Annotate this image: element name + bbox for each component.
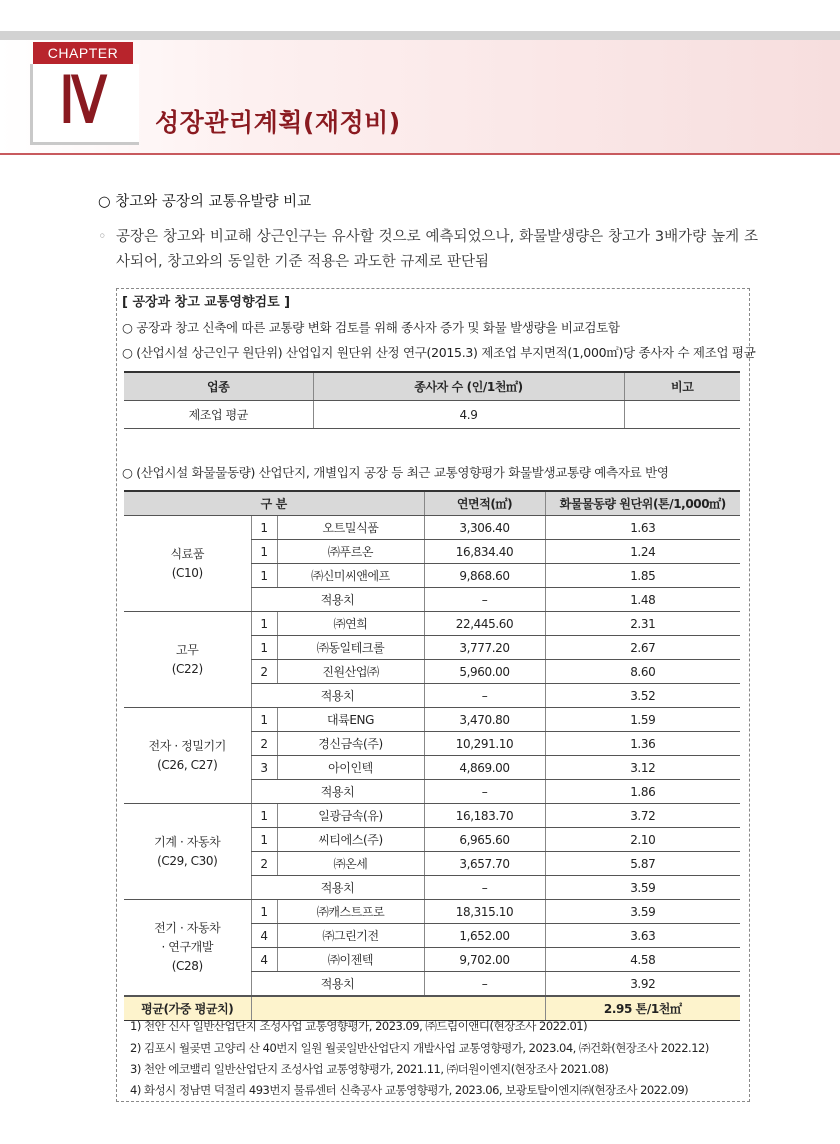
applied-floor-area-cell: – [424,780,545,804]
bullet-mark: ◦ [98,229,107,245]
ref-number-cell: 1 [251,804,277,828]
floor-area-cell: 22,445.60 [424,612,545,636]
company-name-cell: ㈜동일테크롤 [277,636,424,660]
ref-number-cell: 1 [251,900,277,924]
applied-floor-area-cell: – [424,684,545,708]
table1-header-workers: 종사자 수 (인/1천㎡) [313,372,624,401]
group-name-cell [124,900,251,997]
ref-number-cell: 4 [251,924,277,948]
group-name-line: · 연구개발 [161,940,214,954]
table-row [124,804,740,828]
group-name-line: (C29, C30) [157,853,218,868]
average-blank-cell [251,996,545,1021]
ref-number-cell: 2 [251,660,277,684]
freight-unit-cell: 1.36 [545,732,740,756]
table-row [124,900,740,924]
review-line-2: ○ (산업시설 상근인구 원단위) 산업입지 원단위 산정 연구(2015.3) 제조업 부지면적(1,000㎡)당 종사자 수 제조업 평균 [122,345,756,360]
freight-unit-cell: 3.63 [545,924,740,948]
applied-floor-area-cell: – [424,876,545,900]
floor-area-cell: 3,306.40 [424,516,545,540]
freight-unit-cell: 2.31 [545,612,740,636]
group-name-line: 식료품 [170,546,205,561]
group-name-cell [124,804,251,900]
freight-unit-cell: 1.24 [545,540,740,564]
freight-unit-cell: 1.63 [545,516,740,540]
footnote-3: 3) 천안 에코밸리 일반산업단지 조성사업 교통영향평가, 2021.11, ㈜더원이엔지(현장조사 2021.08) [130,1062,609,1076]
review-box-title: [ 공장과 창고 교통영향검토 ] [122,295,291,310]
freight-unit-cell: 1.85 [545,564,740,588]
company-name-cell: ㈜캐스트프로 [277,900,424,924]
company-name-cell: 일광금속(유) [277,804,424,828]
company-name-cell: ㈜연희 [277,612,424,636]
floor-area-cell: 1,652.00 [424,924,545,948]
average-value-cell: 2.95 톤/1천㎡ [545,996,740,1021]
ref-number-cell: 1 [251,564,277,588]
group-name-line: 기계 · 자동차 [154,834,221,849]
applied-value-cell: 1.86 [545,780,740,804]
group-name-line: (C26, C27) [157,757,218,772]
table-row [124,612,740,636]
footnote-4: 4) 화성시 정남면 덕절리 493번지 물류센터 신축공사 교통영향평가, 2023.06, 보광토탈이엔지㈜(현장조사 2022.09) [130,1083,689,1097]
table2-header-category: 구 분 [124,491,424,516]
chapter-number: Ⅳ [59,64,107,136]
floor-area-cell: 16,183.70 [424,804,545,828]
floor-area-cell: 4,869.00 [424,756,545,780]
ref-number-cell: 2 [251,732,277,756]
table-row [124,516,740,540]
review-line-3: ○ (산업시설 화물물동량) 산업단지, 개별입지 공장 등 최근 교통영향평가 화물발생교통량 예측자료 반영 [122,465,669,480]
floor-area-cell: 5,960.00 [424,660,545,684]
top-gray-bar [0,31,840,40]
freight-unit-cell: 5.87 [545,852,740,876]
ref-number-cell: 1 [251,708,277,732]
ref-number-cell: 2 [251,852,277,876]
company-name-cell: ㈜푸르온 [277,540,424,564]
freight-unit-cell: 1.59 [545,708,740,732]
ref-number-cell: 1 [251,828,277,852]
freight-unit-cell: 3.12 [545,756,740,780]
company-name-cell: 경신금속(주) [277,732,424,756]
section-heading: ○ 창고와 공장의 교통유발량 비교 [98,194,312,210]
company-name-cell: ㈜그린기전 [277,924,424,948]
floor-area-cell: 10,291.10 [424,732,545,756]
applied-value-cell: 3.52 [545,684,740,708]
freight-unit-cell: 8.60 [545,660,740,684]
chapter-header-divider [0,153,840,155]
table1-industry-cell: 제조업 평균 [124,401,313,429]
company-name-cell: 씨티에스(주) [277,828,424,852]
applied-value-cell: 3.92 [545,972,740,997]
floor-area-cell: 9,702.00 [424,948,545,972]
chapter-label: CHAPTER [33,42,133,64]
freight-unit-cell: 4.58 [545,948,740,972]
applied-label-cell: 적용치 [251,780,424,804]
floor-area-cell: 3,657.70 [424,852,545,876]
company-name-cell: 대륙ENG [277,708,424,732]
workers-table [124,371,740,429]
group-name-line: 고무 [176,642,199,657]
applied-floor-area-cell: – [424,588,545,612]
company-name-cell: ㈜온세 [277,852,424,876]
group-name-line: (C22) [171,661,203,676]
ref-number-cell: 1 [251,516,277,540]
ref-number-cell: 1 [251,540,277,564]
group-name-cell [124,612,251,708]
floor-area-cell: 16,834.40 [424,540,545,564]
applied-value-cell: 1.48 [545,588,740,612]
average-label-cell: 평균(가중 평균치) [124,996,251,1021]
table-row [124,708,740,732]
group-name-line: (C28) [171,959,203,973]
table1-remarks-cell [624,401,740,429]
floor-area-cell: 18,315.10 [424,900,545,924]
table1-header-remarks: 비고 [624,372,740,401]
table2-header-floor-area: 연면적(㎡) [424,491,545,516]
average-row [124,996,740,1021]
table1-header-industry: 업종 [124,372,313,401]
group-name-cell [124,516,251,612]
chapter-title: 성장관리계획(재정비) [155,108,401,137]
footnote-1: 1) 천안 신사 일반산업단지 조성사업 교통영향평가, 2023.09, ㈜드림이앤디(현장조사 2022.01) [130,1019,588,1033]
table2-body [124,516,740,1021]
ref-number-cell: 1 [251,636,277,660]
group-name-cell [124,708,251,804]
ref-number-cell: 4 [251,948,277,972]
floor-area-cell: 3,777.20 [424,636,545,660]
floor-area-cell: 6,965.60 [424,828,545,852]
company-name-cell: 아이인텍 [277,756,424,780]
applied-floor-area-cell: – [424,972,545,997]
applied-label-cell: 적용치 [251,684,424,708]
footnote-2: 2) 김포시 월곶면 고양리 산 40번지 일원 월곶일반산업단지 개발사업 교통영향평가, 2023.04, ㈜건화(현장조사 2022.12) [130,1041,709,1055]
company-name-cell: 진원산업㈜ [277,660,424,684]
ref-number-cell: 3 [251,756,277,780]
freight-unit-cell: 3.59 [545,900,740,924]
freight-unit-cell: 2.67 [545,636,740,660]
company-name-cell: 오트밀식품 [277,516,424,540]
bullet-text: 공장은 창고와 비교해 상근인구는 유사할 것으로 예측되었으나, 화물발생량은 창고가 3배가량 높게 조사되어, 창고와의 동일한 기준 적용은 과도한 규제로 판단됨 [116,229,758,270]
applied-label-cell: 적용치 [251,972,424,997]
group-name-line: (C10) [171,565,203,580]
applied-label-cell: 적용치 [251,876,424,900]
floor-area-cell: 9,868.60 [424,564,545,588]
company-name-cell: ㈜신미씨앤에프 [277,564,424,588]
floor-area-cell: 3,470.80 [424,708,545,732]
group-name-line: 전자 · 정밀기기 [148,738,226,753]
freight-table [124,490,740,1021]
table1-workers-cell: 4.9 [313,401,624,429]
company-name-cell: ㈜이젠텍 [277,948,424,972]
review-line-1: ○ 공장과 창고 신축에 따른 교통량 변화 검토를 위해 종사자 증가 및 화물 발생량을 비교검토함 [122,320,620,335]
freight-unit-cell: 2.10 [545,828,740,852]
group-name-line: 전기 · 자동차 [154,921,221,935]
section-bullet [98,225,758,275]
applied-label-cell: 적용치 [251,588,424,612]
ref-number-cell: 1 [251,612,277,636]
applied-value-cell: 3.59 [545,876,740,900]
table2-header-freight-unit: 화물물동량 원단위(톤/1,000㎡) [545,491,740,516]
freight-unit-cell: 3.72 [545,804,740,828]
